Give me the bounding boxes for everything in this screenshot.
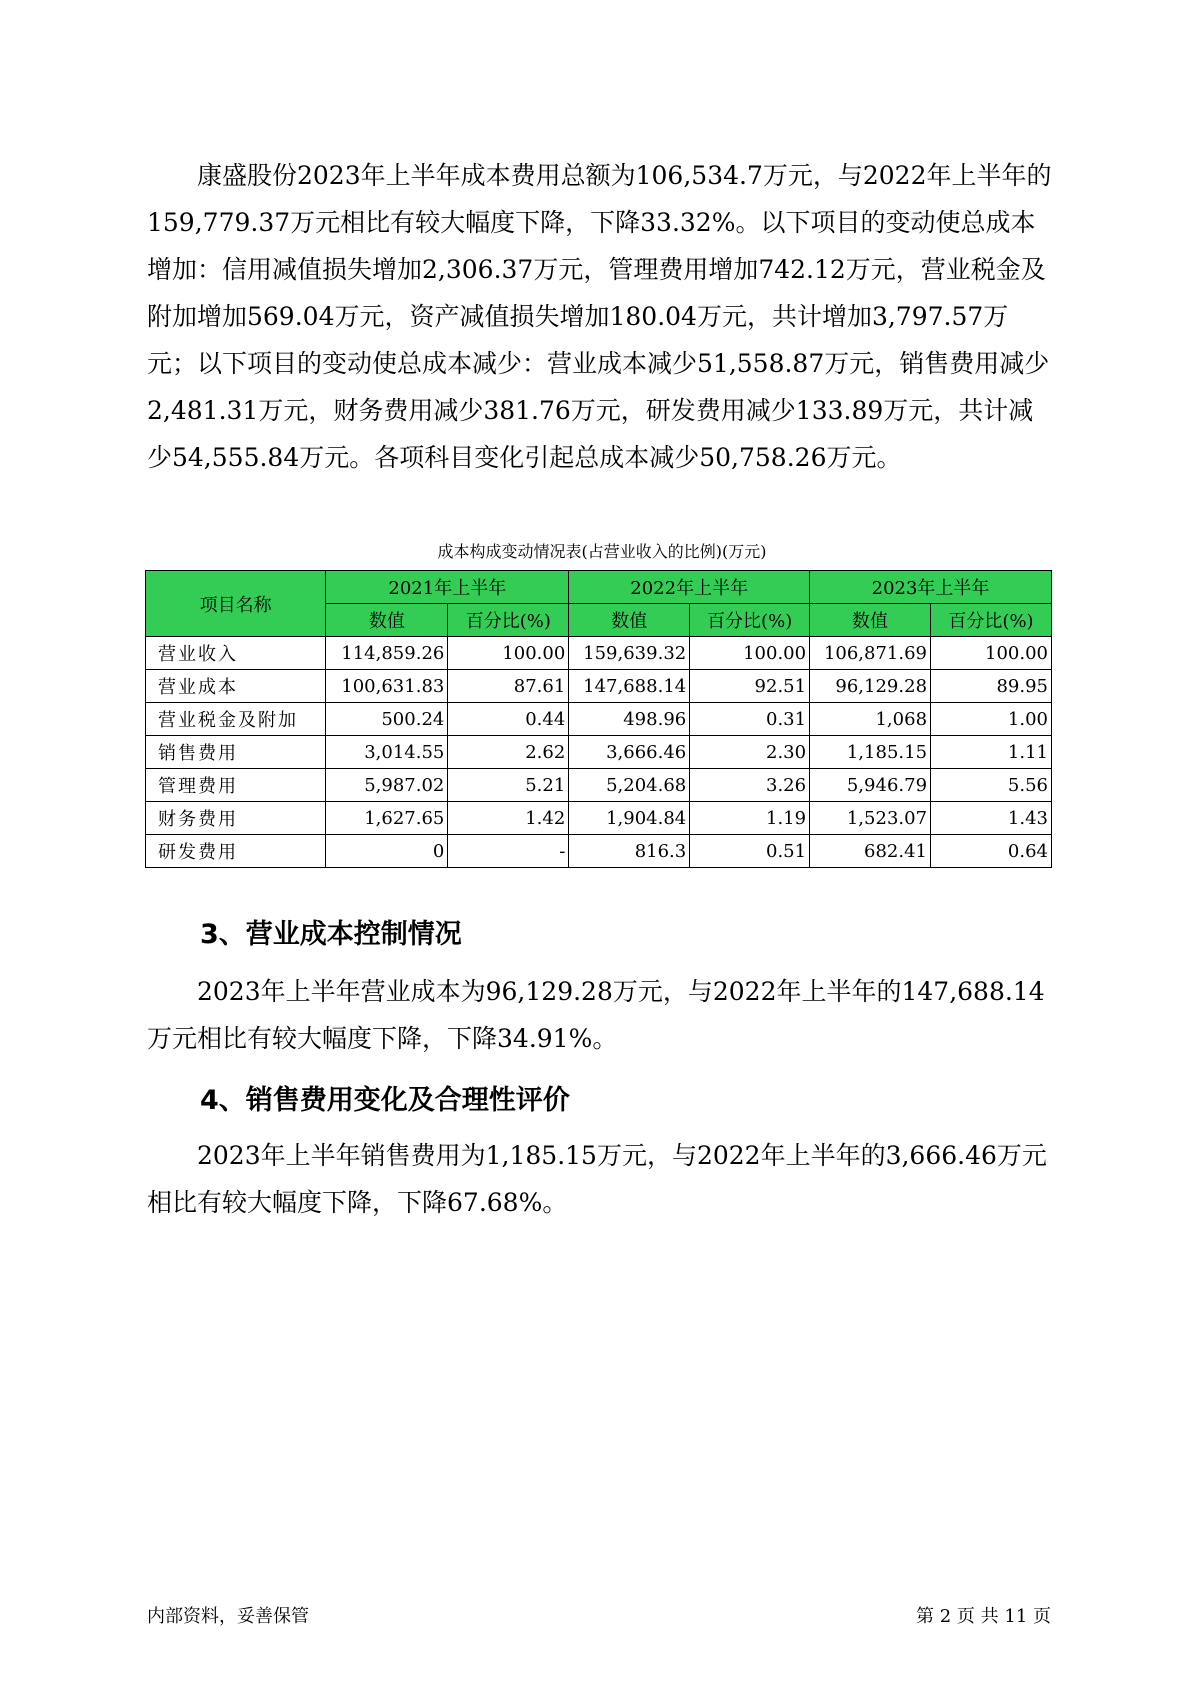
cell-percent: 5.21 [448,769,569,802]
cell-percent: 1.11 [931,736,1052,769]
cost-structure-table [145,570,1052,868]
cell-value: 5,204.68 [569,769,690,802]
cell-percent: 89.95 [931,670,1052,703]
footer-confidential: 内部资料，妥善保管 [147,1606,309,1627]
cell-value: 1,904.84 [569,802,690,835]
subheader-pct: 百分比(%) [448,604,569,637]
table-row [146,703,1052,736]
cell-value: 5,946.79 [810,769,931,802]
table-row [146,670,1052,703]
subheader-pct: 百分比(%) [690,604,810,637]
cell-value: 500.24 [326,703,448,736]
cell-percent: 5.56 [931,769,1052,802]
cell-value: 114,859.26 [326,637,448,670]
cell-percent: 1.00 [931,703,1052,736]
cost-control-paragraph [147,968,1057,1062]
header-period-2023: 2023年上半年 [810,571,1052,604]
table-row [146,769,1052,802]
cell-percent: 0.31 [690,703,810,736]
row-item-name: 销售费用 [146,736,326,769]
sales-expense-text: 2023年上半年销售费用为1,185.15万元，与2022年上半年的3,666.46万元相比有较大幅度下降，下降67.68%。 [147,1141,1047,1217]
cell-percent: 2.62 [448,736,569,769]
subheader-value: 数值 [810,604,931,637]
cell-percent: 100.00 [931,637,1052,670]
cell-percent: 0.51 [690,835,810,868]
cell-value: 0 [326,835,448,868]
cell-percent: 100.00 [448,637,569,670]
cell-percent: 0.64 [931,835,1052,868]
header-period-2022: 2022年上半年 [569,571,810,604]
cell-value: 498.96 [569,703,690,736]
table-row [146,835,1052,868]
cell-value: 106,871.69 [810,637,931,670]
cell-value: 96,129.28 [810,670,931,703]
footer-page-number: 第 2 页 共 11 页 [916,1606,1051,1627]
row-item-name: 营业税金及附加 [146,703,326,736]
cell-percent: 2.30 [690,736,810,769]
cell-percent: - [448,835,569,868]
subheader-value: 数值 [326,604,448,637]
cell-value: 1,185.15 [810,736,931,769]
table-caption: 成本构成变动情况表(占营业收入的比例)(万元) [437,542,767,561]
cell-value: 1,627.65 [326,802,448,835]
subheader-pct: 百分比(%) [931,604,1052,637]
subheader-value: 数值 [569,604,690,637]
row-item-name: 研发费用 [146,835,326,868]
row-item-name: 营业收入 [146,637,326,670]
cost-summary-text: 康盛股份2023年上半年成本费用总额为106,534.7万元，与2022年上半年的159,779.37万元相比有较大幅度下降，下降33.32%。以下项目的变动使总成本增加：信用减值损失增加2,306.37万元，管理费用增加742.12万元，营业税金及附加增加569.04万元，资产减值损失增加180.04万元，共计增加3,797.57万元；以下项目的变动使总成本减少：营业成本减少51,558.87万元，销售费用减少2,481.31万元，财务费用减少381.76万元，研发费用减少133.89万元，共计减少54,555.84万元。各项科目变化引起总成本减少50,758.26万元。 [147,161,1052,472]
cell-value: 100,631.83 [326,670,448,703]
cell-value: 1,523.07 [810,802,931,835]
cell-percent: 1.42 [448,802,569,835]
cell-value: 1,068 [810,703,931,736]
cell-percent: 87.61 [448,670,569,703]
row-item-name: 管理费用 [146,769,326,802]
header-item-name: 项目名称 [146,571,326,637]
cell-percent: 1.43 [931,802,1052,835]
cell-percent: 92.51 [690,670,810,703]
sales-expense-paragraph [147,1132,1057,1226]
cell-value: 682.41 [810,835,931,868]
intro-paragraph [147,152,1057,481]
table-header-row [146,571,1052,604]
cell-value: 159,639.32 [569,637,690,670]
table-row [146,736,1052,769]
cell-value: 147,688.14 [569,670,690,703]
cost-control-text: 2023年上半年营业成本为96,129.28万元，与2022年上半年的147,688.14万元相比有较大幅度下降，下降34.91%。 [147,977,1045,1053]
cell-percent: 3.26 [690,769,810,802]
row-item-name: 营业成本 [146,670,326,703]
cell-value: 816.3 [569,835,690,868]
row-item-name: 财务费用 [146,802,326,835]
cell-value: 3,666.46 [569,736,690,769]
section-heading-cost-control: 3、营业成本控制情况 [200,919,462,950]
cell-percent: 0.44 [448,703,569,736]
table-row [146,802,1052,835]
header-period-2021: 2021年上半年 [326,571,569,604]
section-heading-sales-expense: 4、销售费用变化及合理性评价 [200,1085,570,1116]
cell-value: 3,014.55 [326,736,448,769]
cell-percent: 1.19 [690,802,810,835]
table-row [146,637,1052,670]
cell-percent: 100.00 [690,637,810,670]
cell-value: 5,987.02 [326,769,448,802]
